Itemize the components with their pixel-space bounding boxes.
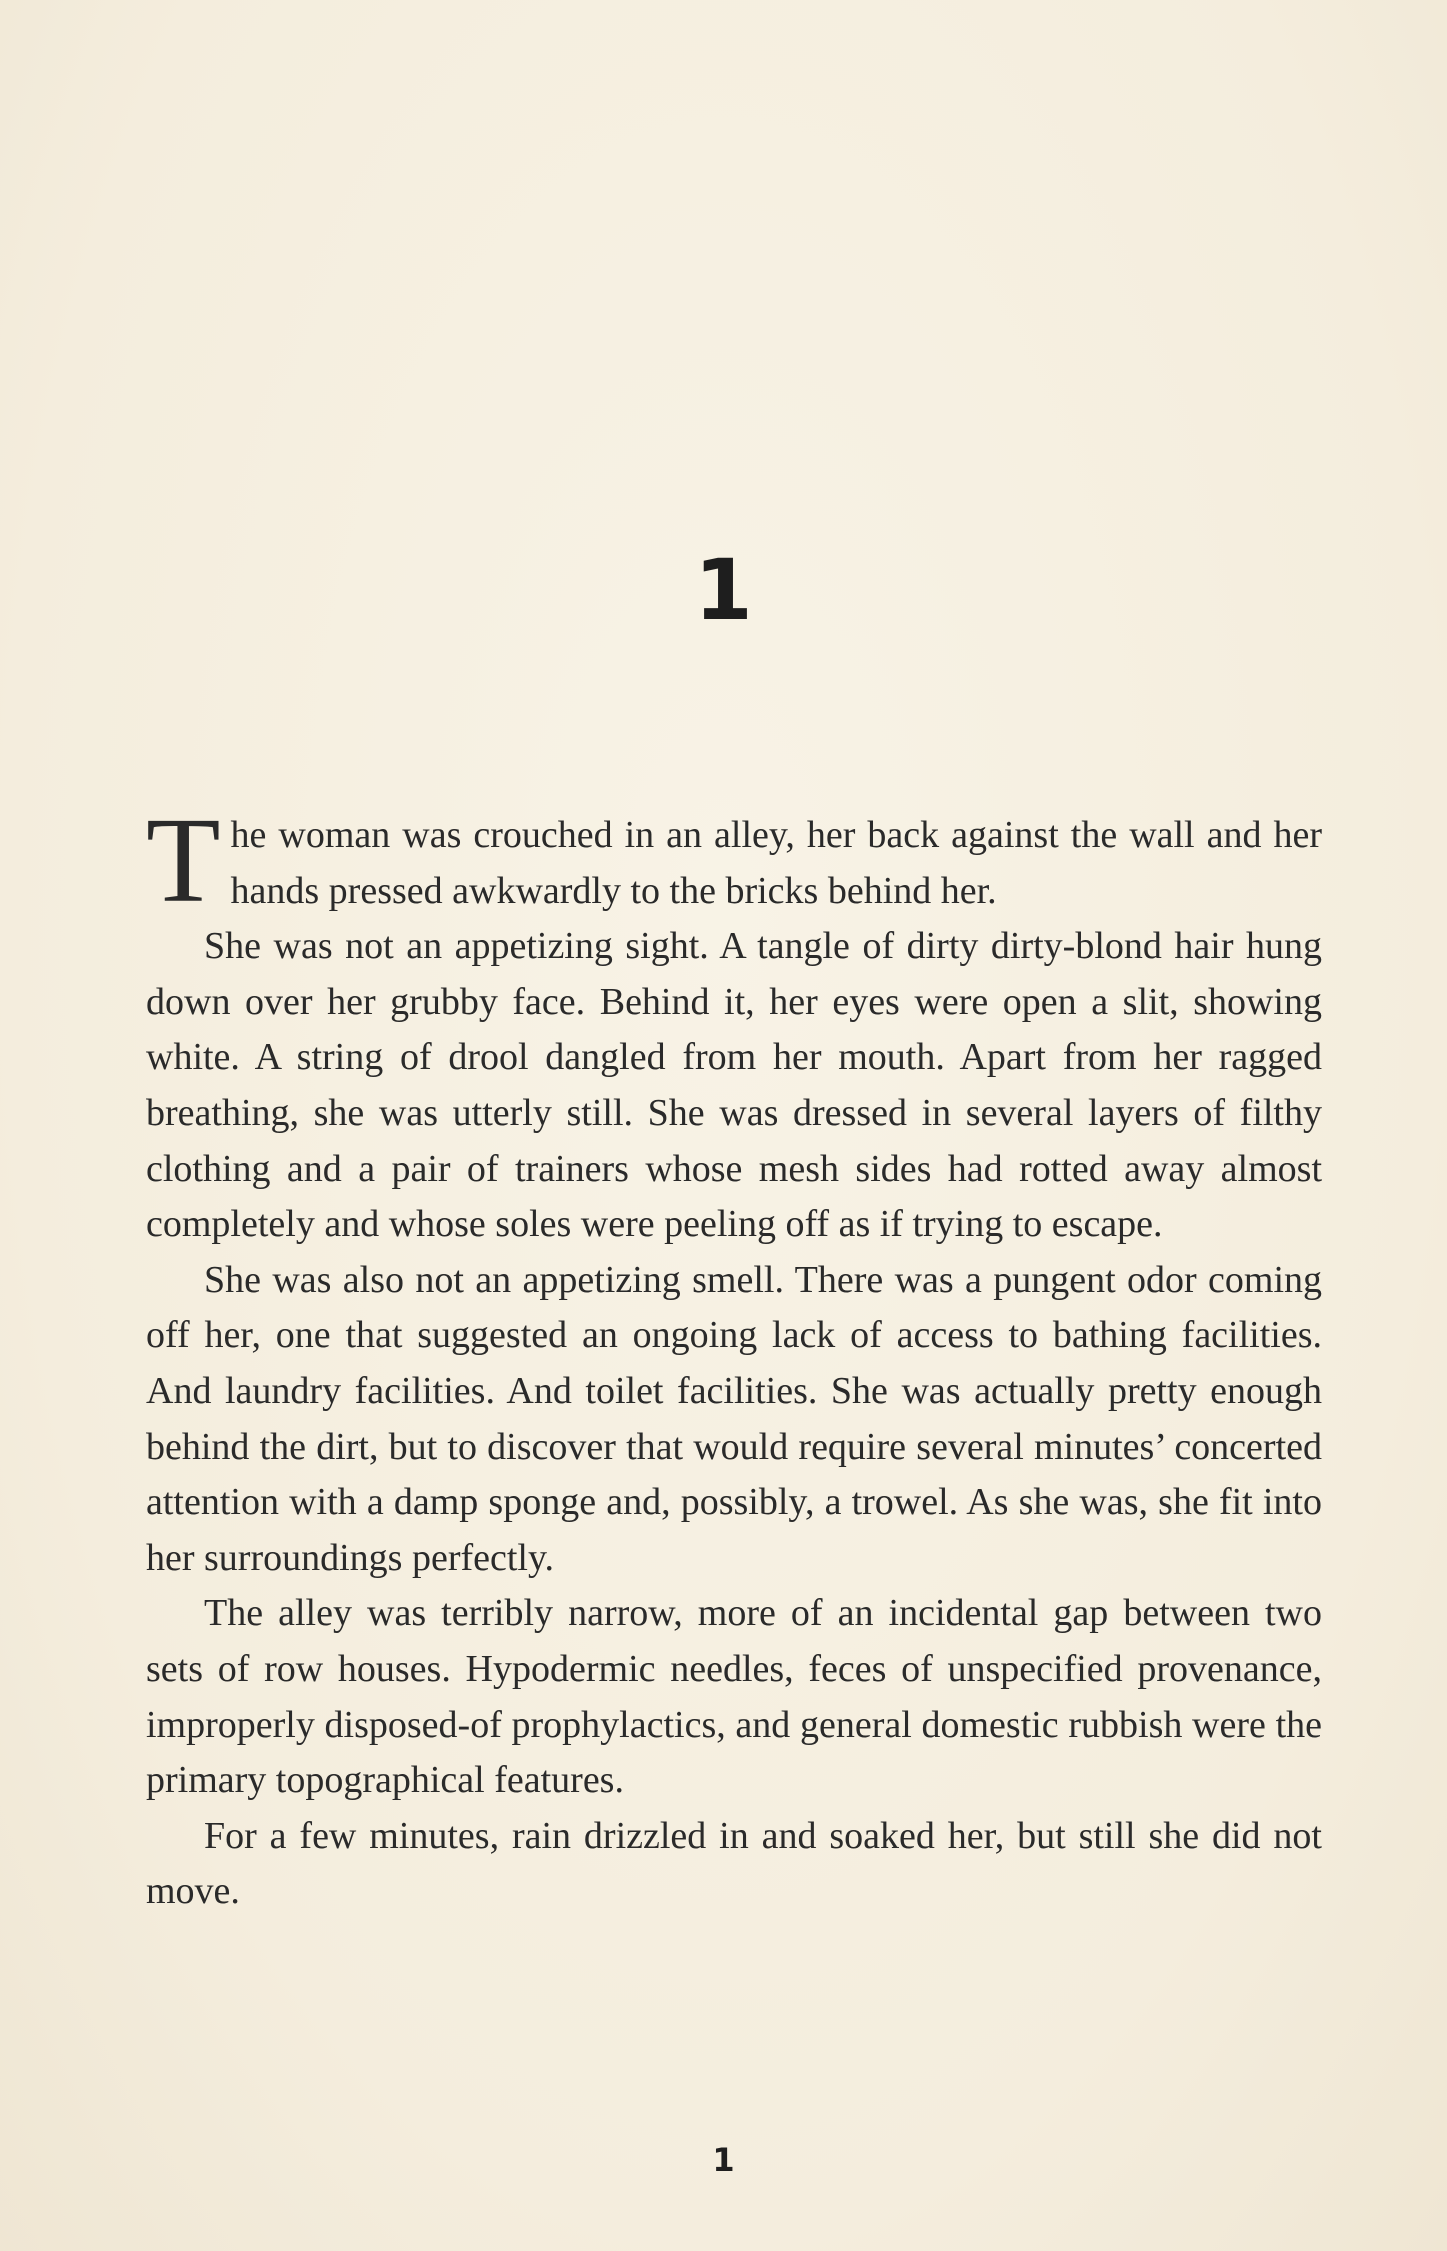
chapter-body [146,793,1322,1920]
paragraph-1 [146,793,1322,928]
paragraph-3 [146,1253,1322,1587]
paragraph-4 [146,1586,1322,1808]
paragraph-text: She was not an appetizing sight. A tangle of dirty dirty-blond hair hung down over her grubby face. Behind it, her eyes were open a slit, showing white. A string of drool dangled from her mouth. Apart from her ragged breathing, she was utterly still. She was dressed in several layers of filthy clothing and a pair of trainers whose mesh sides had rotted away almost completely and whose soles were peeling off as if trying to escape. [146,925,1322,1246]
paragraph-text: he woman was crouched in an alley, her back against the wall and her hands pressed awkwardly to the bricks behind her. [230,814,1322,912]
paragraph-text: For a few minutes, rain drizzled in and soaked her, but still she did not move. [146,1814,1322,1913]
drop-cap: T [146,793,221,928]
page-number: 1 [712,2141,735,2179]
paragraph-text: The alley was terribly narrow, more of an incidental gap between two sets of row houses. Hypodermic needles, feces of unspecified provenance, improperly disposed-of prophylactics, and general domestic rubbish were the primary topographical features. [146,1592,1322,1802]
paragraph-text: She was also not an appetizing smell. There was a pungent odor coming off her, one that suggested an ongoing lack of access to bathing facilities. And laundry facilities. And toilet facilities. She was actually pretty enough behind the dirt, but to discover that would require several minutes’ concerted attention with a damp sponge and, possibly, a trowel. As she was, she fit into her surroundings perfectly. [146,1258,1322,1579]
chapter-number: 1 [694,541,753,639]
paragraph-2 [146,919,1322,1253]
paragraph-5 [146,1809,1322,1920]
